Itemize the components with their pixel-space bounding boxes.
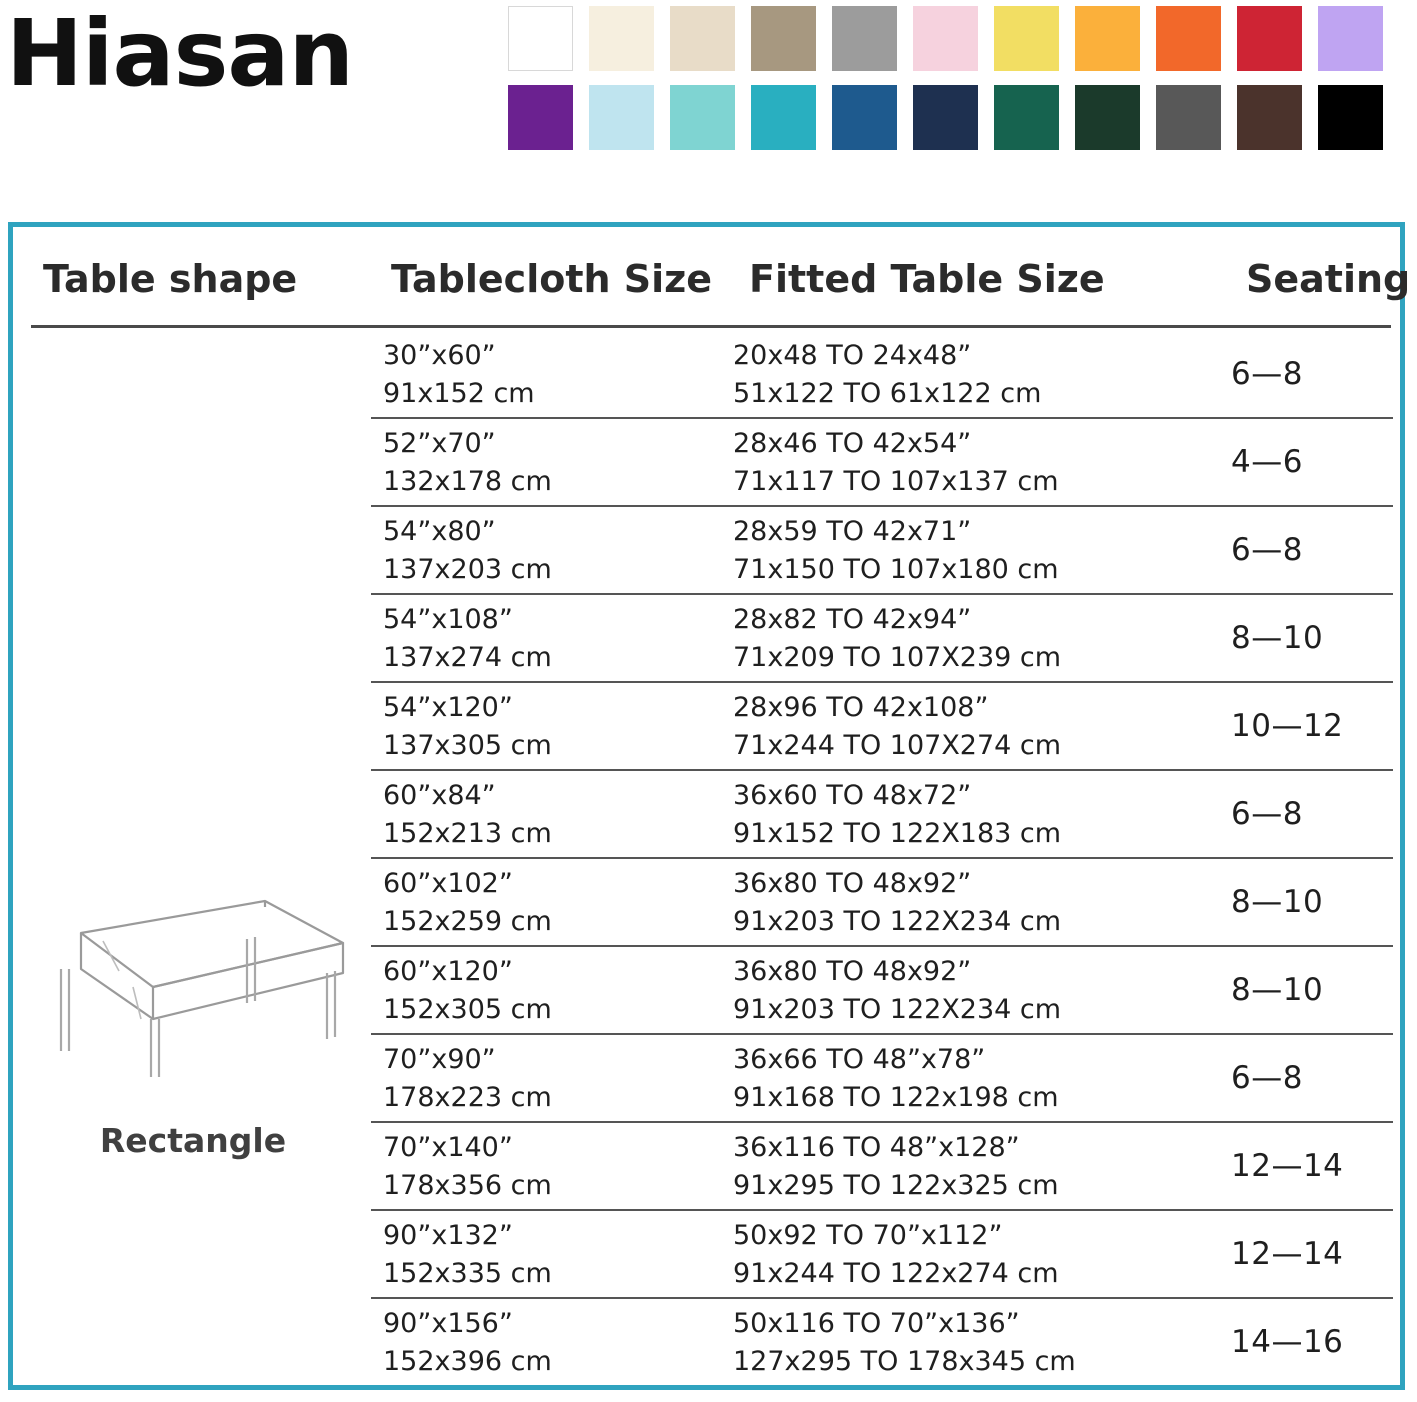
color-swatch-gold[interactable] <box>1075 6 1140 71</box>
cell-seating: 14—16 <box>1231 1323 1344 1360</box>
table-row <box>371 507 1393 595</box>
column-header-fitted-table-size: Fitted Table Size <box>749 257 1105 301</box>
cell-tablecloth-size: 54”x80” 137x203 cm <box>383 516 552 586</box>
brand-logo: Hiasan <box>6 0 353 107</box>
size-chart-container <box>8 222 1411 1390</box>
cell-seating: 8—10 <box>1231 971 1324 1008</box>
color-swatch-yellow[interactable] <box>994 6 1059 71</box>
cell-seating: 6—8 <box>1231 531 1303 568</box>
color-swatch-light-blue[interactable] <box>589 85 654 150</box>
table-row <box>371 771 1393 859</box>
cell-seating: 12—14 <box>1231 1147 1344 1184</box>
cell-seating: 6—8 <box>1231 1059 1303 1096</box>
cell-tablecloth-size: 30”x60” 91x152 cm <box>383 340 535 410</box>
color-swatch-lavender[interactable] <box>1318 6 1383 71</box>
cell-tablecloth-size: 70”x140” 178x356 cm <box>383 1132 552 1202</box>
cell-fitted-table-size: 36x116 TO 48”x128” 91x295 TO 122x325 cm <box>733 1132 1059 1202</box>
cell-seating: 6—8 <box>1231 355 1303 392</box>
rectangle-table-illustration <box>33 891 353 1081</box>
cell-fitted-table-size: 28x59 TO 42x71” 71x150 TO 107x180 cm <box>733 516 1059 586</box>
color-swatch-white[interactable] <box>508 6 573 71</box>
column-header-seating: Seating <box>1246 257 1411 301</box>
size-chart-rows <box>371 331 1393 1387</box>
color-swatch-emerald-green[interactable] <box>994 85 1059 150</box>
color-swatch-teal[interactable] <box>751 85 816 150</box>
color-swatch-blush-pink[interactable] <box>913 6 978 71</box>
color-swatch-hunter-green[interactable] <box>1075 85 1140 150</box>
table-row <box>371 1123 1393 1211</box>
header-divider <box>31 325 1391 328</box>
color-swatch-row-2 <box>508 85 1383 150</box>
cell-fitted-table-size: 28x46 TO 42x54” 71x117 TO 107x137 cm <box>733 428 1059 498</box>
color-swatch-navy-blue[interactable] <box>832 85 897 150</box>
cell-tablecloth-size: 60”x84” 152x213 cm <box>383 780 552 850</box>
color-swatch-dark-navy[interactable] <box>913 85 978 150</box>
cell-fitted-table-size: 50x92 TO 70”x112” 91x244 TO 122x274 cm <box>733 1220 1059 1290</box>
color-swatch-gray[interactable] <box>832 6 897 71</box>
cell-tablecloth-size: 60”x102” 152x259 cm <box>383 868 552 938</box>
color-swatch-grid <box>508 6 1383 150</box>
color-swatch-charcoal[interactable] <box>1156 85 1221 150</box>
color-swatch-orange[interactable] <box>1156 6 1221 71</box>
table-shape-label: Rectangle <box>99 1121 287 1160</box>
cell-seating: 8—10 <box>1231 883 1324 920</box>
color-swatch-brown[interactable] <box>1237 85 1302 150</box>
cell-fitted-table-size: 50x116 TO 70”x136” 127x295 TO 178x345 cm <box>733 1308 1076 1378</box>
cell-fitted-table-size: 20x48 TO 24x48” 51x122 TO 61x122 cm <box>733 340 1042 410</box>
table-row <box>371 947 1393 1035</box>
column-header-table-shape: Table shape <box>43 257 298 301</box>
cell-seating: 12—14 <box>1231 1235 1344 1272</box>
table-row <box>371 1211 1393 1299</box>
cell-fitted-table-size: 36x66 TO 48”x78” 91x168 TO 122x198 cm <box>733 1044 1059 1114</box>
table-row <box>371 1299 1393 1387</box>
cell-tablecloth-size: 90”x156” 152x396 cm <box>383 1308 552 1378</box>
color-swatch-row-1 <box>508 6 1383 71</box>
color-swatch-ivory[interactable] <box>589 6 654 71</box>
table-row <box>371 683 1393 771</box>
color-swatch-black[interactable] <box>1318 85 1383 150</box>
cell-tablecloth-size: 54”x120” 137x305 cm <box>383 692 552 762</box>
cell-seating: 8—10 <box>1231 619 1324 656</box>
cell-seating: 10—12 <box>1231 707 1344 744</box>
page-header <box>0 0 1417 170</box>
color-swatch-red[interactable] <box>1237 6 1302 71</box>
cell-tablecloth-size: 70”x90” 178x223 cm <box>383 1044 552 1114</box>
cell-fitted-table-size: 36x80 TO 48x92” 91x203 TO 122X234 cm <box>733 956 1062 1026</box>
cell-fitted-table-size: 36x80 TO 48x92” 91x203 TO 122X234 cm <box>733 868 1062 938</box>
color-swatch-beige[interactable] <box>670 6 735 71</box>
cell-tablecloth-size: 90”x132” 152x335 cm <box>383 1220 552 1290</box>
table-shape-column <box>23 331 368 1371</box>
cell-tablecloth-size: 52”x70” 132x178 cm <box>383 428 552 498</box>
cell-tablecloth-size: 54”x108” 137x274 cm <box>383 604 552 674</box>
color-swatch-taupe[interactable] <box>751 6 816 71</box>
table-header-row <box>31 257 1411 319</box>
color-swatch-aqua[interactable] <box>670 85 735 150</box>
cell-fitted-table-size: 28x82 TO 42x94” 71x209 TO 107X239 cm <box>733 604 1062 674</box>
cell-seating: 6—8 <box>1231 795 1303 832</box>
table-row <box>371 1035 1393 1123</box>
table-row <box>371 859 1393 947</box>
table-row <box>371 331 1393 419</box>
table-row <box>371 419 1393 507</box>
cell-tablecloth-size: 60”x120” 152x305 cm <box>383 956 552 1026</box>
column-header-tablecloth-size: Tablecloth Size <box>391 257 713 301</box>
table-row <box>371 595 1393 683</box>
cell-fitted-table-size: 28x96 TO 42x108” 71x244 TO 107X274 cm <box>733 692 1062 762</box>
cell-seating: 4—6 <box>1231 443 1303 480</box>
cell-fitted-table-size: 36x60 TO 48x72” 91x152 TO 122X183 cm <box>733 780 1062 850</box>
color-swatch-purple[interactable] <box>508 85 573 150</box>
